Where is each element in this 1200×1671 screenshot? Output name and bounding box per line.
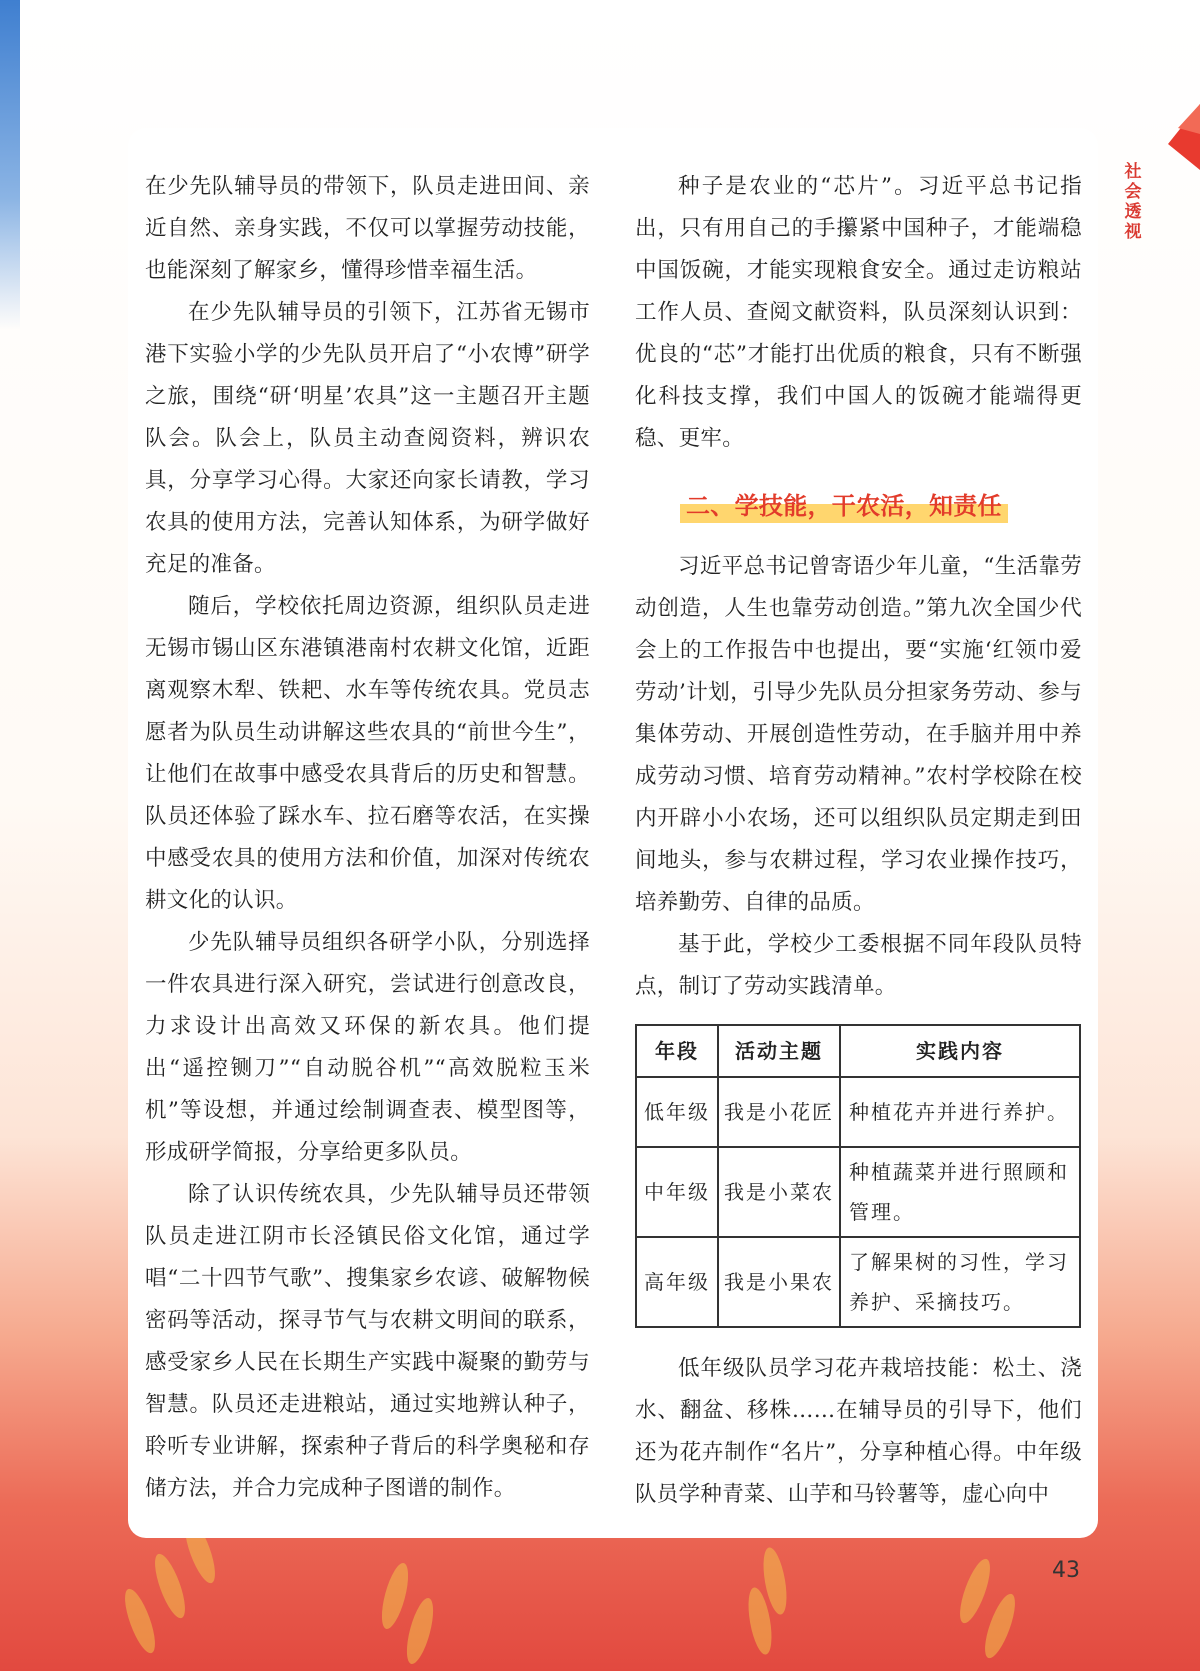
paragraph: 在少先队辅导员的引领下，江苏省无锡市港下实验小学的少先队员开启了“小农博”研学之旅，围绕“研‘明星’农具”这一主题召开主题队会。队会上，队员主动查阅资料，辨识农具，分享学习心得。大家还向家长请教，学习农具的使用方法，完善认知体系，为研学做好充足的准备。 [145, 300, 590, 577]
paragraph: 在少先队辅导员的带领下，队员走进田间、亲近自然、亲身实践，不仅可以掌握劳动技能，也能深刻了解家乡，懂得珍惜幸福生活。 [145, 174, 590, 283]
table-cell: 低年级 [636, 1077, 718, 1147]
section-tag-ribbon-icon [1164, 104, 1200, 170]
paragraph: 除了认识传统农具，少先队辅导员还带领队员走进江阴市长泾镇民俗文化馆，通过学唱“二十四节气歌”、搜集家乡农谚、破解物候密码等活动，探寻节气与农耕文明间的联系，感受家乡人民在长期生产实践中凝聚的勤劳与智慧。队员还走进粮站，通过实地辨认种子，聆听专业讲解，探索种子背后的科学奥秘和存储方法，并合力完成种子图谱的制作。 [145, 1182, 590, 1501]
table-cell: 我是小菜农 [718, 1147, 840, 1237]
table-header-row [636, 1025, 1080, 1077]
table-cell: 我是小果农 [718, 1237, 840, 1327]
labor-practice-table [635, 1024, 1081, 1328]
paragraph: 种子是农业的“芯片”。习近平总书记指出，只有用自己的手攥紧中国种子，才能端稳中国饭碗，才能实现粮食安全。通过走访粮站工作人员、查阅文献资料，队员深刻认识到：优良的“芯”才能打出优质的粮食，只有不断强化科技支撑，我们中国人的饭碗才能端得更稳、更牢。 [635, 174, 1082, 451]
table-cell: 中年级 [636, 1147, 718, 1237]
paragraph: 基于此，学校少工委根据不同年段队员特点，制订了劳动实践清单。 [635, 932, 1082, 999]
table-row [636, 1077, 1080, 1147]
table-header: 年段 [636, 1025, 718, 1077]
table-cell: 种植蔬菜并进行照顾和管理。 [840, 1147, 1080, 1237]
paragraph: 随后，学校依托周边资源，组织队员走进无锡市锡山区东港镇港南村农耕文化馆，近距离观察木犁、铁耙、水车等传统农具。党员志愿者为队员生动讲解这些农具的“前世今生”，让他们在故事中感受农具背后的历史和智慧。队员还体验了踩水车、拉石磨等农活，在实操中感受农具的使用方法和价值，加深对传统农耕文化的认识。 [145, 594, 590, 913]
section-heading: 二、学技能，干农活，知责任 [680, 486, 1008, 526]
table-row [636, 1237, 1080, 1327]
paragraph: 少先队辅导员组织各研学小队，分别选择一件农具进行深入研究，尝试进行创意改良，力求设计出高效又环保的新农具。他们提出“遥控铡刀”“自动脱谷机”“高效脱粒玉米机”等设想，并通过绘制调查表、模型图等，形成研学简报，分享给更多队员。 [145, 930, 590, 1165]
blue-accent-bar [0, 0, 20, 330]
right-column [635, 166, 1082, 1516]
paragraph: 习近平总书记曾寄语少年儿童，“生活靠劳动创造，人生也靠劳动创造。”第九次全国少代会上的工作报告中也提出，要“实施‘红领巾爱劳动’计划，引导少先队员分担家务劳动、参与集体劳动、开展创造性劳动，在手脑并用中养成劳动习惯、培育劳动精神。”农村学校除在校内开辟小小农场，还可以组织队员定期走到田间地头，参与农耕过程，学习农业操作技巧，培养勤劳、自律的品质。 [635, 554, 1082, 915]
table-cell: 种植花卉并进行养护。 [840, 1077, 1080, 1147]
table-cell: 了解果树的习性，学习养护、采摘技巧。 [840, 1237, 1080, 1327]
page-number: 43 [1052, 1558, 1080, 1583]
table-row [636, 1147, 1080, 1237]
table-cell: 我是小花匠 [718, 1077, 840, 1147]
left-column [145, 166, 590, 1510]
table-header: 实践内容 [840, 1025, 1080, 1077]
paragraph: 低年级队员学习花卉栽培技能：松土、浇水、翻盆、移株……在辅导员的引导下，他们还为花卉制作“名片”，分享种植心得。中年级队员学种青菜、山芋和马铃薯等，虚心向中 [635, 1356, 1082, 1507]
table-cell: 高年级 [636, 1237, 718, 1327]
section-tag: 社会透视 [1124, 162, 1142, 242]
table-header: 活动主题 [718, 1025, 840, 1077]
